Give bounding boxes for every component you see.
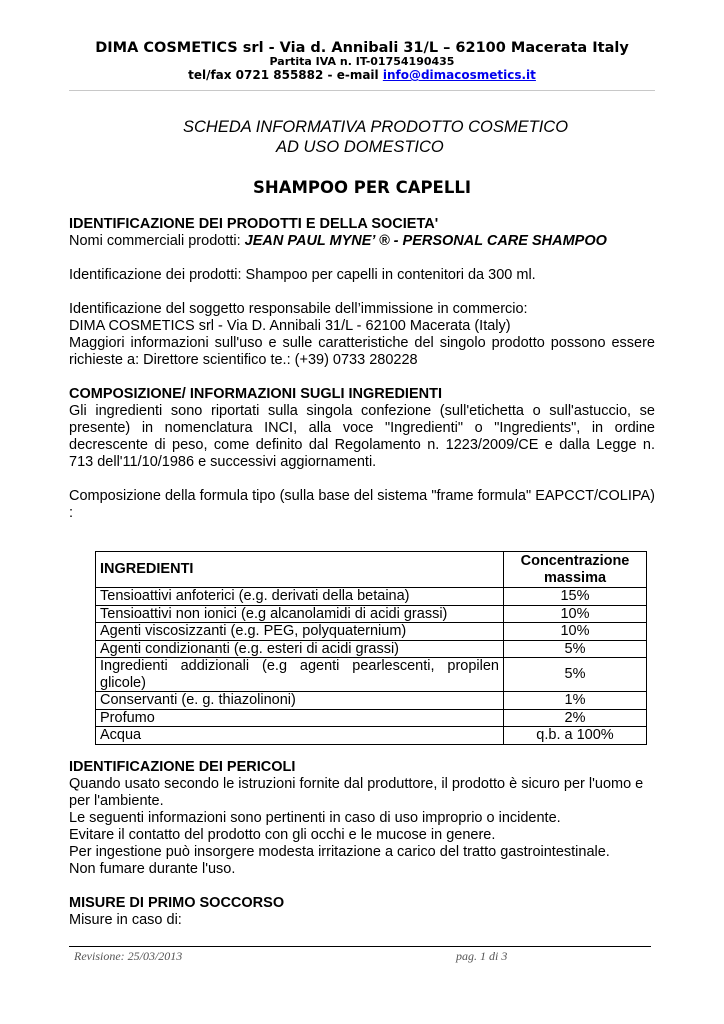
concentration-cell: 1% (504, 692, 647, 710)
ingredient-cell: Ingredienti addizionali (e.g agenti pearlescenti, propilen glicole) (96, 658, 504, 692)
column-header-concentration: Concentrazione massima (504, 552, 647, 588)
document-body (69, 216, 655, 522)
hazards-line: Evitare il contatto del prodotto con gli occhi e le mucose in genere. (69, 827, 496, 843)
first-aid-line: Misure in caso di: (69, 912, 182, 928)
ingredient-cell: Agenti viscosizzanti (e.g. PEG, polyquaternium) (96, 623, 504, 641)
composition-paragraph: Gli ingredienti sono riportati sulla singola confezione (sull'etichetta o sull'astuccio, se presente) in nomenclatura INCI, alla voce "Ingredienti" o "Ingredients", in ordine decrescente di peso, come definito dal Regolamento n. 1223/2009/CE e dalla Legge n. 713 dell'11/10/1986 e successivi aggiornamenti. (69, 403, 655, 470)
vat-number: Partita IVA n. IT-01754190435 (269, 55, 455, 68)
product-title: SHAMPOO PER CAPELLI (253, 178, 471, 197)
ingredient-cell: Agenti condizionanti (e.g. esteri di acidi grassi) (96, 640, 504, 658)
concentration-cell: 5% (504, 658, 647, 692)
table-row (96, 727, 647, 745)
contact-prefix: tel/fax 0721 855882 - e-mail (188, 68, 383, 82)
page-number: pag. 1 di 3 (456, 949, 508, 963)
trade-names-label: Nomi commerciali prodotti: (69, 233, 245, 249)
ingredient-cell: Tensioattivi non ionici (e.g alcanolamidi di acidi grassi) (96, 605, 504, 623)
concentration-cell: 10% (504, 605, 647, 623)
footer-divider (69, 946, 651, 947)
responsible-label: Identificazione del soggetto responsabile dell’immissione in commercio: (69, 301, 528, 317)
table-row (96, 658, 647, 692)
product-identification: Identificazione dei prodotti: Shampoo per capelli in contenitori da 300 ml. (69, 267, 536, 283)
hazards-line: Non fumare durante l'uso. (69, 861, 236, 877)
document-title-line1: SCHEDA INFORMATIVA PRODOTTO COSMETICO (183, 118, 569, 136)
info-request: Maggiori informazioni sull'uso e sulle caratteristiche del singolo prodotto possono essere richieste a: Direttore scientifico te.: (+39) 0733 280228 (69, 335, 655, 368)
section-heading-composition: COMPOSIZIONE/ INFORMAZIONI SUGLI INGREDIENTI (69, 386, 442, 402)
table-header-row (96, 552, 647, 588)
email-link[interactable]: info@dimacosmetics.it (382, 68, 536, 82)
contact-line (0, 68, 724, 82)
hazards-line: Le seguenti informazioni sono pertinenti in caso di uso improprio o incidente. (69, 810, 561, 826)
table-row (96, 588, 647, 606)
document-body-continued (69, 759, 655, 929)
concentration-cell: 10% (504, 623, 647, 641)
formula-intro: Composizione della formula tipo (sulla base del sistema "frame formula" EAPCCT/COLIPA) : (69, 488, 655, 521)
table-row (96, 623, 647, 641)
column-header-ingredients: INGREDIENTI (96, 552, 504, 588)
hazards-line: Quando usato secondo le istruzioni fornite dal produttore, il prodotto è sicuro per l'uomo e per l'ambiente. (69, 776, 644, 809)
table-row (96, 605, 647, 623)
section-heading-first-aid: MISURE DI PRIMO SOCCORSO (69, 895, 285, 911)
hazards-line: Per ingestione può insorgere modesta irritazione a carico del tratto gastrointestinale. (69, 844, 610, 860)
ingredient-cell: Acqua (96, 727, 504, 745)
document-title-line2: AD USO DOMESTICO (276, 138, 444, 156)
section-heading-identification: IDENTIFICAZIONE DEI PRODOTTI E DELLA SOCIETA' (69, 216, 439, 232)
table-row (96, 709, 647, 727)
ingredient-cell: Profumo (96, 709, 504, 727)
ingredient-cell: Conservanti (e. g. thiazolinoni) (96, 692, 504, 710)
revision-date: Revisione: 25/03/2013 (74, 949, 183, 963)
section-heading-hazards: IDENTIFICAZIONE DEI PERICOLI (69, 759, 296, 775)
ingredient-cell: Tensioattivi anfoterici (e.g. derivati della betaina) (96, 588, 504, 606)
concentration-cell: q.b. a 100% (504, 727, 647, 745)
header-divider (69, 90, 655, 91)
trade-names (69, 233, 655, 250)
concentration-cell: 15% (504, 588, 647, 606)
concentration-cell: 2% (504, 709, 647, 727)
responsible-value: DIMA COSMETICS srl - Via D. Annibali 31/L - 62100 Macerata (Italy) (69, 318, 511, 334)
company-header: DIMA COSMETICS srl - Via d. Annibali 31/L – 62100 Macerata Italy (95, 40, 629, 56)
ingredients-table (95, 551, 647, 745)
table-row (96, 692, 647, 710)
table-row (96, 640, 647, 658)
trade-names-value: JEAN PAUL MYNE’ ® - PERSONAL CARE SHAMPOO (244, 233, 607, 249)
concentration-cell: 5% (504, 640, 647, 658)
